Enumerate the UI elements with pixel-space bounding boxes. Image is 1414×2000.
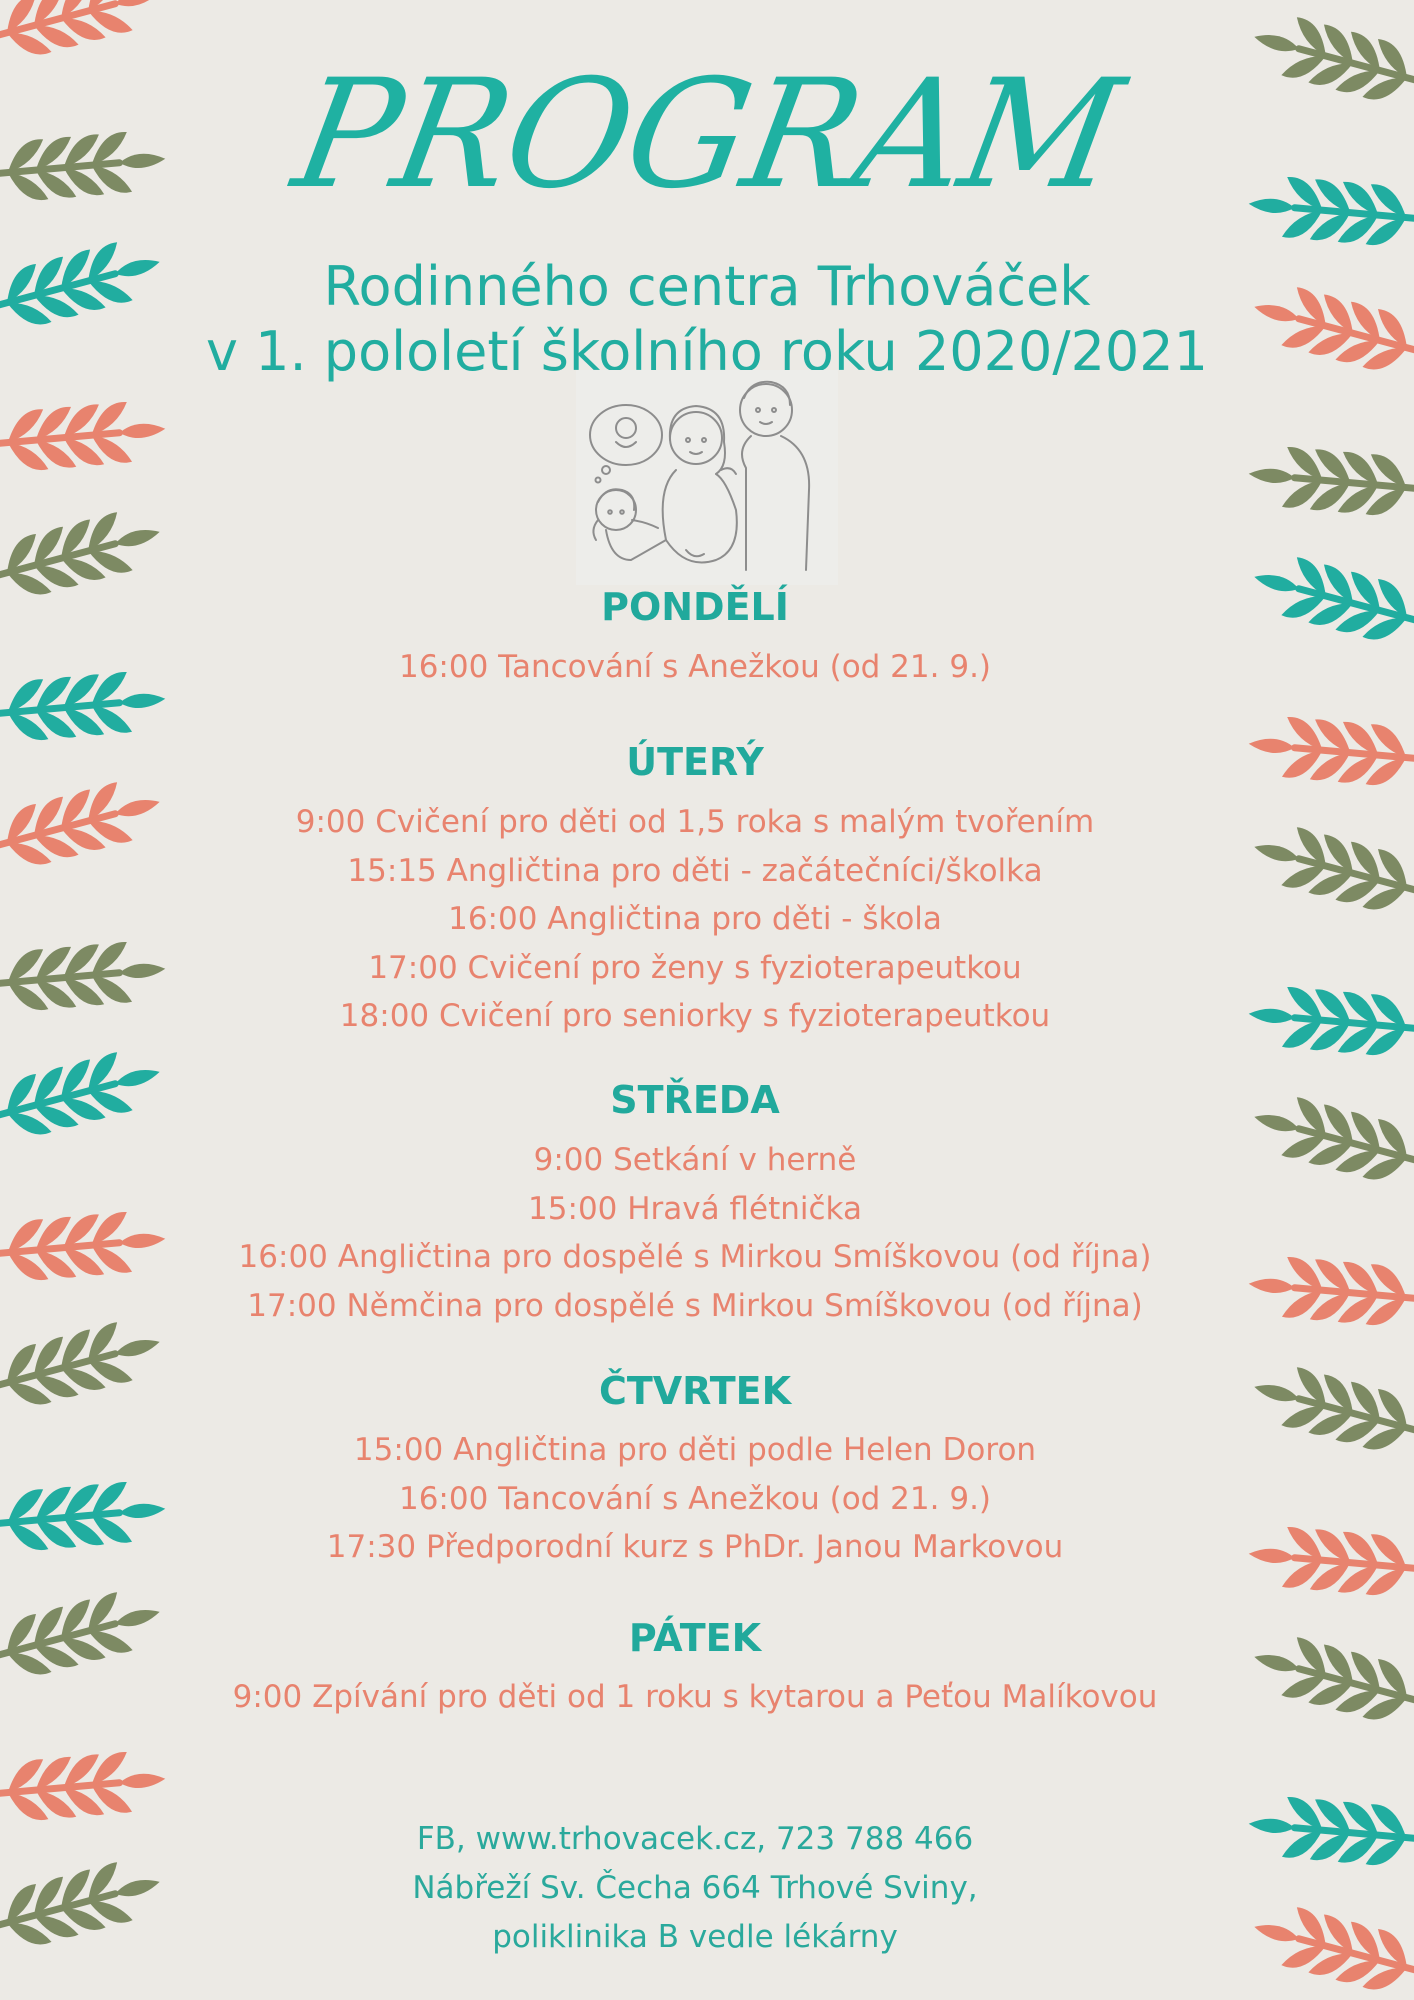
- leaf-sprig: [1246, 443, 1414, 520]
- schedule-entry: 9:00 Cvičení pro děti od 1,5 roka s malým tvořením: [295, 804, 1095, 840]
- day-heading: STŘEDA: [610, 1078, 780, 1122]
- day-entries: [0, 1673, 1390, 1722]
- day-entries: [0, 1426, 1390, 1572]
- schedule-entry: 16:00 Tancování s Anežkou (od 21. 9.): [398, 649, 992, 685]
- schedule-entry: 15:15 Angličtina pro děti - začátečníci/školka: [347, 852, 1043, 889]
- day-heading: PÁTEK: [628, 1616, 762, 1660]
- schedule-entry: 16:00 Angličtina pro děti - škola: [448, 901, 942, 937]
- schedule-entry: 9:00 Setkání v herně: [533, 1142, 857, 1178]
- schedule-entry: 17:00 Cvičení pro ženy s fyzioterapeutkou: [368, 949, 1022, 986]
- schedule-entry: 17:30 Předporodní kurz s PhDr. Janou Markovou: [326, 1529, 1064, 1565]
- day-entries: [0, 1136, 1390, 1330]
- contact-line-2: Nábřeží Sv. Čecha 664 Trhové Sviny,: [412, 1870, 978, 1906]
- family-illustration: [576, 370, 838, 585]
- contact-line-1: FB, www.trhovacek.cz, 723 788 466: [416, 1821, 974, 1857]
- subtitle-line-2: v 1. pololetí školního roku 2020/2021: [205, 320, 1208, 383]
- day-heading: ÚTERÝ: [626, 740, 764, 784]
- schedule-entry: 18:00 Cvičení pro seniorky s fyzioterapeutkou: [339, 998, 1051, 1034]
- contact-line-3: poliklinika B vedle lékárny: [492, 1919, 898, 1955]
- schedule-entry: 9:00 Zpívání pro děti od 1 roku s kytarou a Peťou Malíkovou: [232, 1679, 1158, 1715]
- schedule-entry: 15:00 Hravá flétnička: [528, 1190, 862, 1227]
- page-title: PROGRAM: [282, 48, 1132, 222]
- day-entries: [0, 643, 1390, 692]
- subtitle-line-1: Rodinného centra Trhováček: [323, 255, 1091, 318]
- schedule-entry: 17:00 Němčina pro dospělé s Mirkou Smíškovou (od října): [247, 1287, 1143, 1324]
- day-entries: [0, 798, 1390, 1041]
- schedule-entry: 16:00 Tancování s Anežkou (od 21. 9.): [398, 1480, 992, 1517]
- leaf-sprig: [0, 1748, 168, 1825]
- day-heading: PONDĚLÍ: [601, 585, 789, 629]
- contact-footer: [0, 1815, 1390, 1962]
- schedule-entry: 15:00 Angličtina pro děti podle Helen Doron: [353, 1432, 1037, 1468]
- schedule-entry: 16:00 Angličtina pro dospělé s Mirkou Smíškovou (od října): [238, 1239, 1152, 1275]
- day-heading: ČTVRTEK: [598, 1369, 792, 1413]
- leaf-sprig: [0, 398, 168, 475]
